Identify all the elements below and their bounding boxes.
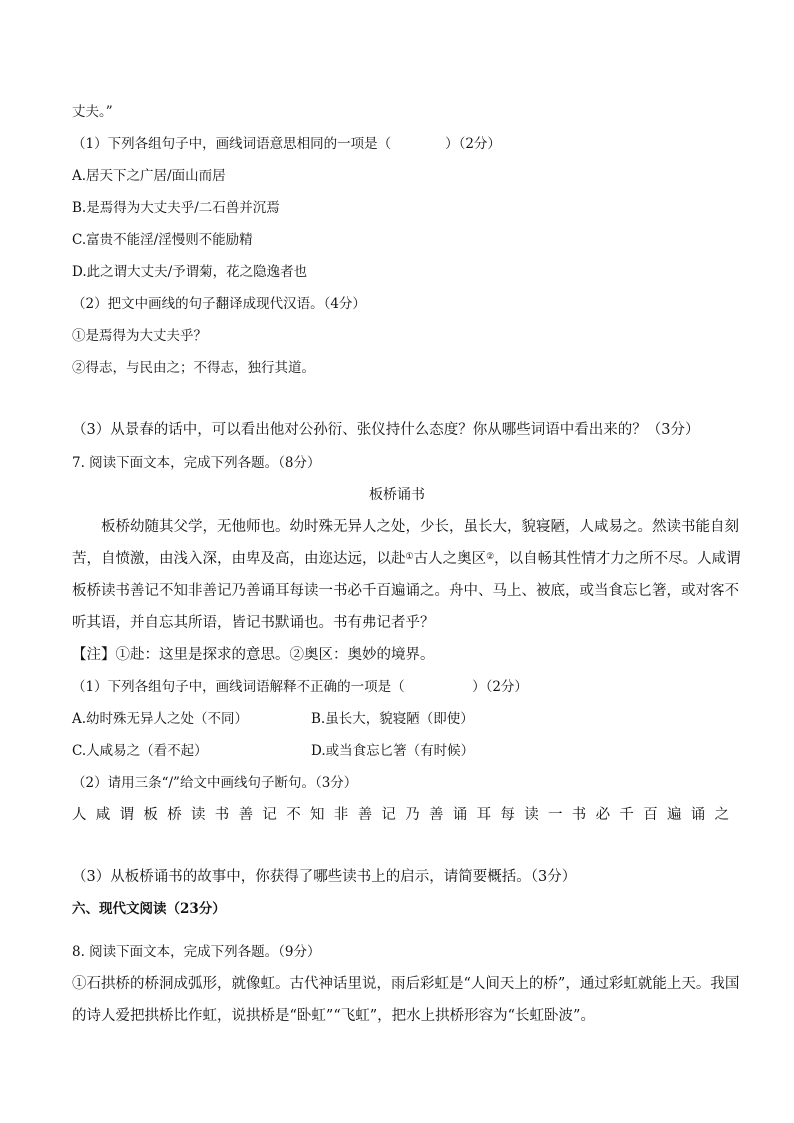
question-7-heading: 7. 阅读下面文本，完成下列各题。（8分） <box>72 455 321 471</box>
footnote-marker: ② <box>486 552 495 562</box>
passage-text: 苦，自愤激，由浅入深，由卑及高，由迩达远，以赴 <box>72 551 406 567</box>
sentence-to-punctuate: 人咸谓板桥读书善记不知非善记乃善诵耳每读一书必千百遍诵之 <box>72 807 739 823</box>
translate-sentence-2: ②得志，与民由之；不得志，独行其道。 <box>72 360 315 376</box>
question-2-prompt: （2）把文中画线的句子翻译成现代汉语。（4分） <box>72 296 366 312</box>
footnote-marker: ① <box>405 552 414 562</box>
passage-line: 听其语，并自忘其所语，皆记书默诵也。书有弗记者乎？ <box>72 615 435 631</box>
section-heading: 六、现代文阅读（23分） <box>72 901 226 917</box>
question-8-heading: 8. 阅读下面文本，完成下列各题。（9分） <box>72 944 321 960</box>
option-b: B.是焉得为大丈夫乎/二石兽并沉焉 <box>72 200 280 216</box>
text-line: 丈夫。” <box>72 104 113 120</box>
option-a: A.居天下之广居/面山而居 <box>72 168 226 184</box>
option-b: B.虽长大，貌寝陋（即使） <box>311 711 474 727</box>
translate-sentence-1: ①是焉得为大丈夫乎？ <box>72 328 207 344</box>
passage-line <box>72 550 741 568</box>
question-7-3-prompt: （3）从板桥诵书的故事中，你获得了哪些读书上的启示，请简要概括。（3分） <box>72 869 577 885</box>
question-7-1-prompt: （1）下列各组句子中，画线词语解释不正确的一项是（ ）（2分） <box>72 679 528 695</box>
option-d: D.或当食忘匕箸（有时候） <box>311 743 475 759</box>
passage-line: 板桥幼随其父学，无他师也。幼时殊无异人之处，少长，虽长大，貌寝陋，人咸易之。然读书能自刻 <box>72 519 739 535</box>
passage-note: 【注】①赴：这里是探求的意思。②奥区：奥妙的境界。 <box>72 647 435 663</box>
question-1-prompt: （1）下列各组句子中，画线词语意思相同的一项是（ ）（2分） <box>72 136 501 152</box>
passage-line: 板桥读书善记不知非善记乃善诵耳每读一书必千百遍诵之。舟中、马上、被底，或当食忘匕箸，或对客不 <box>72 583 739 599</box>
option-a: A.幼时殊无异人之处（不同） <box>72 711 249 727</box>
passage-text: 古人之奥区 <box>413 551 487 567</box>
option-d: D.此之谓大丈夫/予谓菊，花之隐逸者也 <box>72 264 308 280</box>
question-3-prompt: （3）从景春的话中，可以看出他对公孙衍、张仪持什么态度？你从哪些词语中看出来的？（3分） <box>72 422 700 438</box>
reading-line: ①石拱桥的桥洞成弧形，就像虹。古代神话里说，雨后彩虹是“人间天上的桥”，通过彩虹就能上天。我国 <box>72 976 740 992</box>
passage-text: ，以自畅其性情才力之所不尽。人咸谓 <box>494 551 741 567</box>
question-7-2-prompt: （2）请用三条“/”给文中画线句子断句。（3分） <box>72 775 358 791</box>
option-c: C.人咸易之（看不起） <box>72 743 208 759</box>
reading-line: 的诗人爱把拱桥比作虹，说拱桥是“卧虹”“飞虹”，把水上拱桥形容为“长虹卧波”。 <box>72 1008 595 1024</box>
option-c: C.富贵不能淫/淫慢则不能励精 <box>72 232 253 248</box>
passage-title: 板桥诵书 <box>369 487 425 503</box>
